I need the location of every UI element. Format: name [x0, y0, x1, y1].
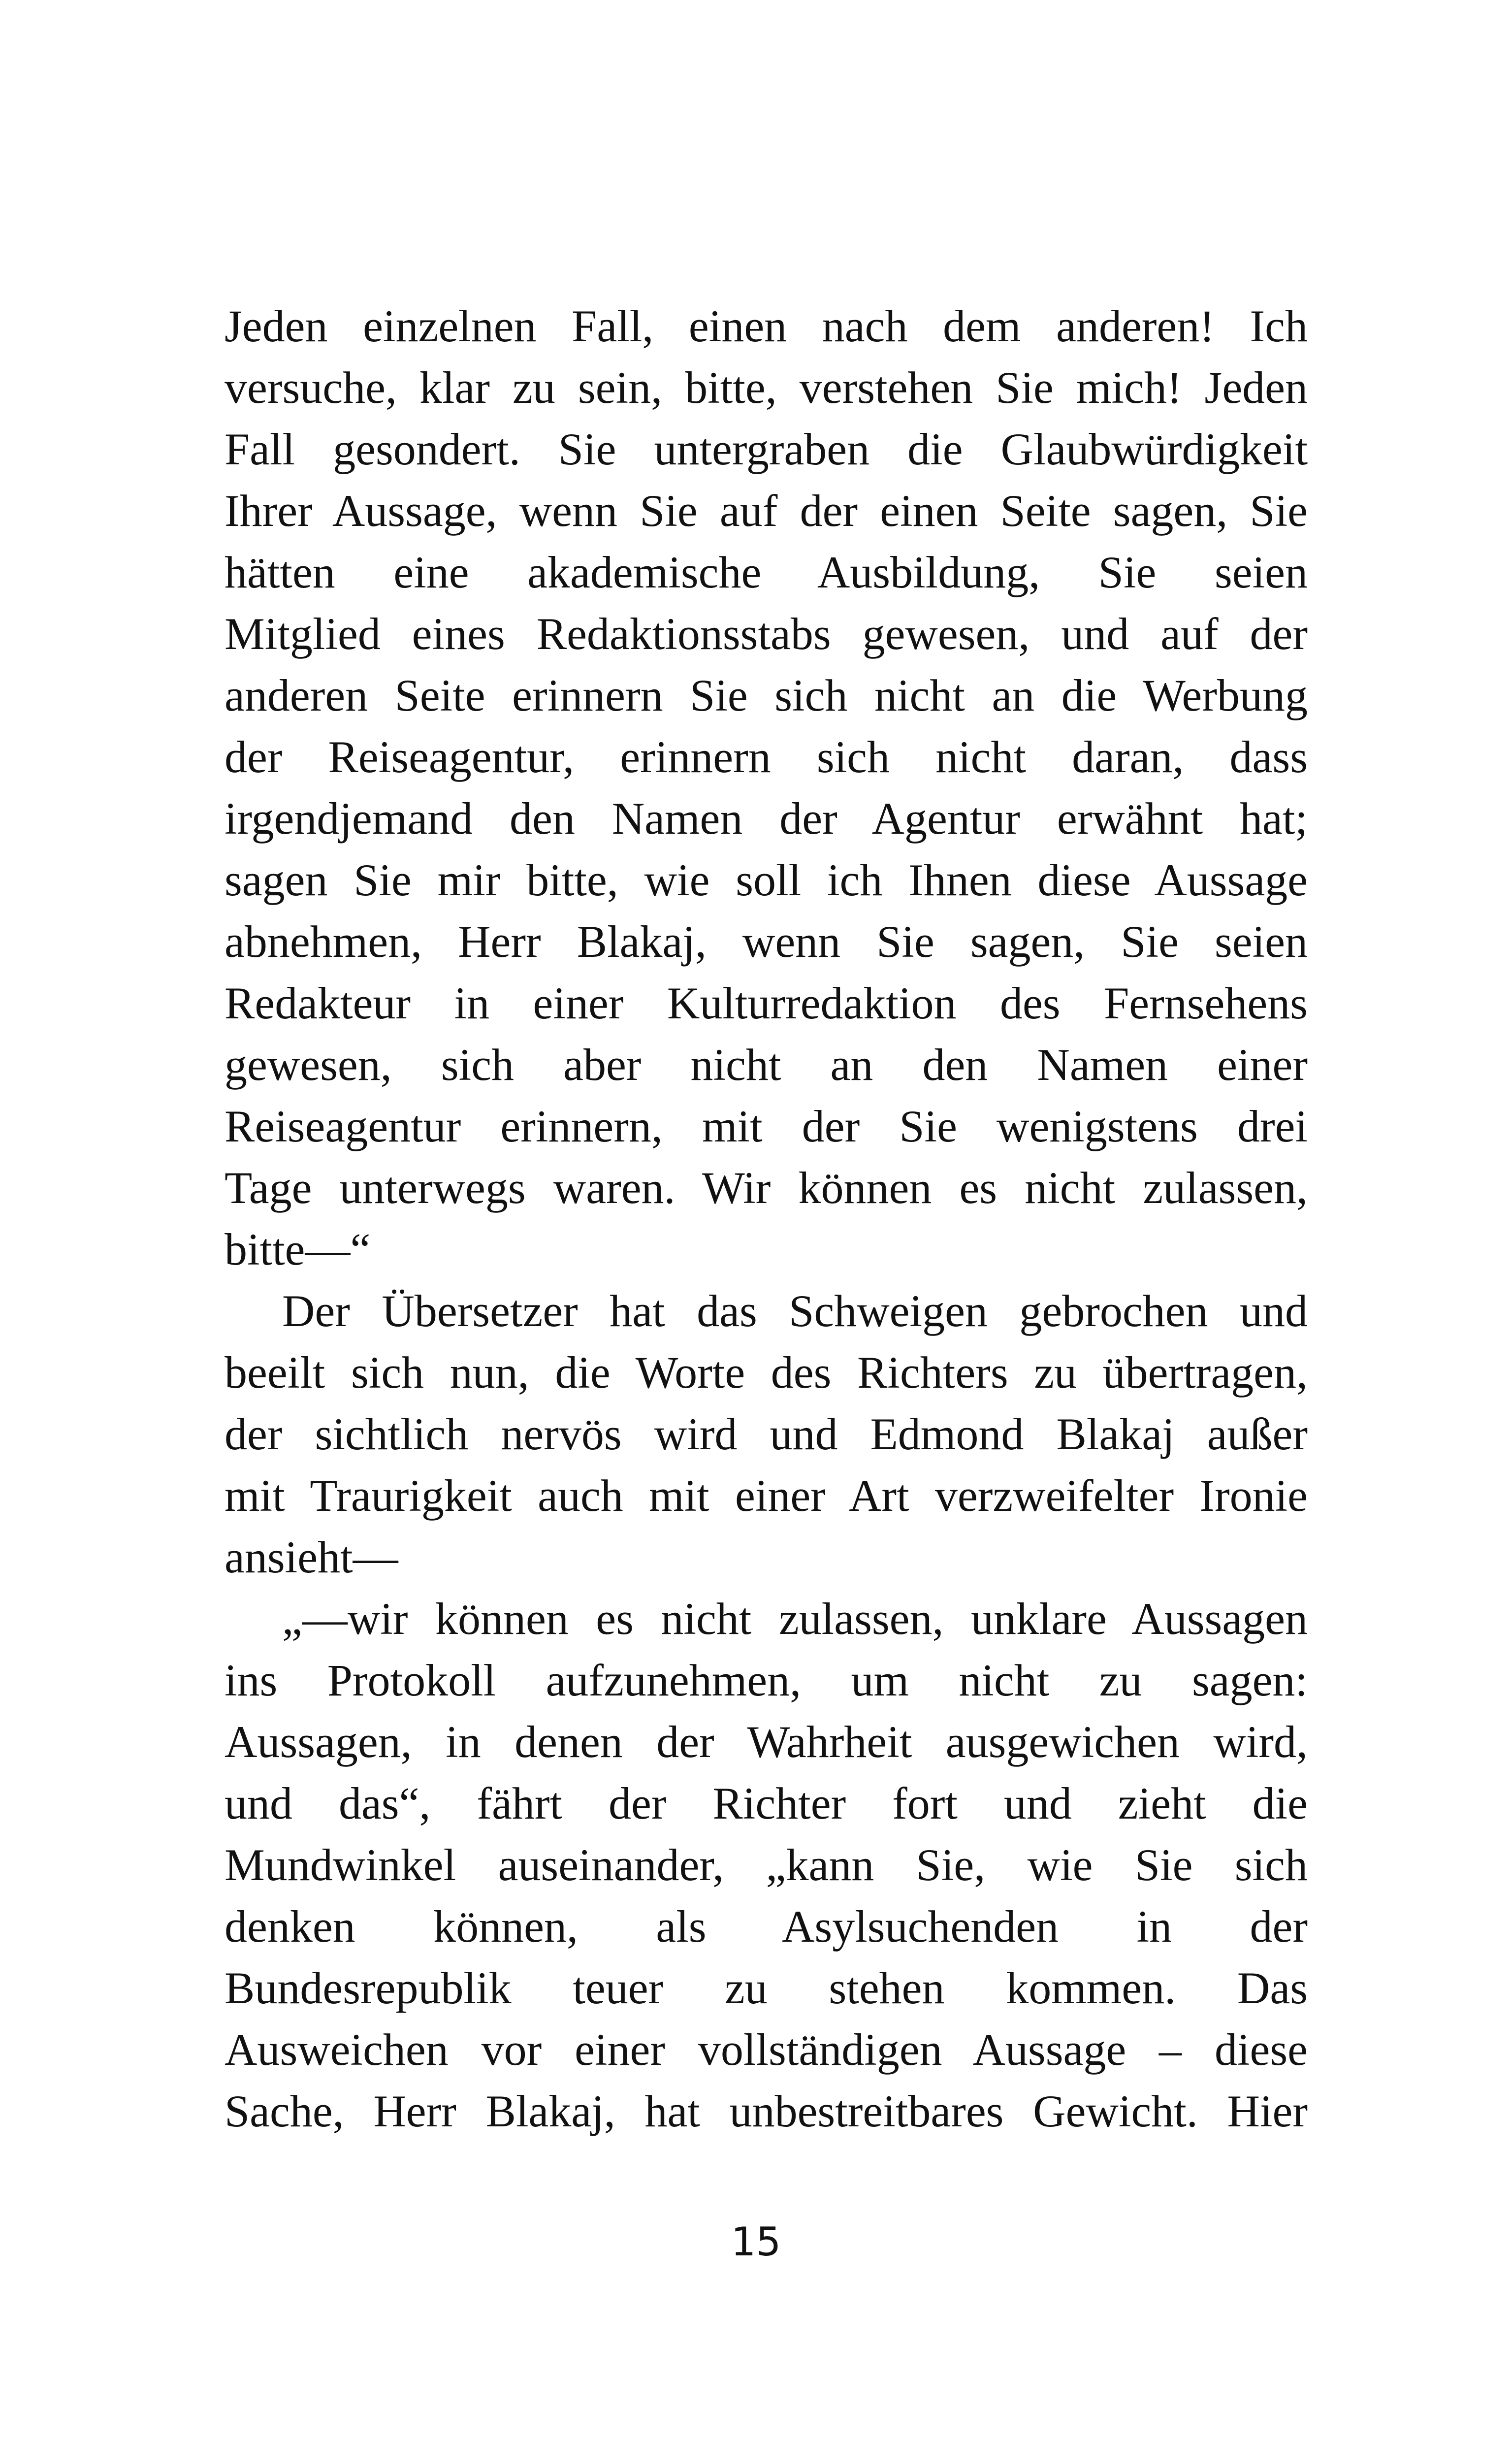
text-line: der sichtlich nervös wird und Edmond Blakaj außer [225, 1409, 1308, 1459]
text-line: abnehmen, Herr Blakaj, wenn Sie sagen, Sie seien [225, 916, 1308, 967]
text-line: irgendjemand den Namen der Agentur erwähnt hat; [225, 793, 1308, 844]
text-line: bitte—“ [225, 1224, 371, 1274]
text-line: Sache, Herr Blakaj, hat unbestreitbares Gewicht. Hier [225, 2086, 1308, 2136]
text-line: sagen Sie mir bitte, wie soll ich Ihnen diese Aussage [225, 855, 1308, 905]
text-line: „—wir können es nicht zulassen, unklare Aussagen [282, 1594, 1308, 1644]
page-number: 15 [731, 2219, 781, 2265]
text-line: Reiseagentur erinnern, mit der Sie wenigstens drei [225, 1101, 1308, 1151]
text-line: der Reiseagentur, erinnern sich nicht daran, dass [225, 732, 1308, 782]
text-line: denken können, als Asylsuchenden in der [225, 1901, 1308, 1952]
text-line: Mitglied eines Redaktionsstabs gewesen, und auf der [225, 609, 1308, 659]
text-line: anderen Seite erinnern Sie sich nicht an die Werbung [225, 670, 1308, 720]
text-line: Der Übersetzer hat das Schweigen gebrochen und [282, 1286, 1308, 1336]
text-line: hätten eine akademische Ausbildung, Sie seien [225, 547, 1308, 597]
text-line: Tage unterwegs waren. Wir können es nicht zulassen, [225, 1163, 1308, 1213]
text-line: ins Protokoll aufzunehmen, um nicht zu sagen: [225, 1655, 1308, 1705]
text-line: Redakteur in einer Kulturredaktion des Fernsehens [225, 978, 1308, 1028]
text-line: Bundesrepublik teuer zu stehen kommen. Das [225, 1963, 1308, 2013]
body-text [225, 295, 1308, 2142]
text-line: Ausweichen vor einer vollständigen Aussage – diese [225, 2024, 1308, 2075]
text-line: Aussagen, in denen der Wahrheit ausgewichen wird, [225, 1717, 1308, 1767]
text-line: Fall gesondert. Sie untergraben die Glaubwürdigkeit [225, 424, 1308, 474]
text-line: gewesen, sich aber nicht an den Namen einer [225, 1040, 1308, 1090]
text-line: Mundwinkel auseinander, „kann Sie, wie Sie sich [225, 1840, 1308, 1890]
text-line: Jeden einzelnen Fall, einen nach dem anderen! Ich [225, 301, 1308, 351]
text-line: versuche, klar zu sein, bitte, verstehen Sie mich! Jeden [225, 362, 1308, 413]
text-line: ansieht— [225, 1532, 398, 1582]
text-line: und das“, fährt der Richter fort und zieht die [225, 1778, 1308, 1828]
text-line: beeilt sich nun, die Worte des Richters zu übertragen, [225, 1347, 1308, 1398]
text-line: mit Traurigkeit auch mit einer Art verzweifelter Ironie [225, 1470, 1308, 1521]
text-line: Ihrer Aussage, wenn Sie auf der einen Seite sagen, Sie [225, 486, 1308, 536]
